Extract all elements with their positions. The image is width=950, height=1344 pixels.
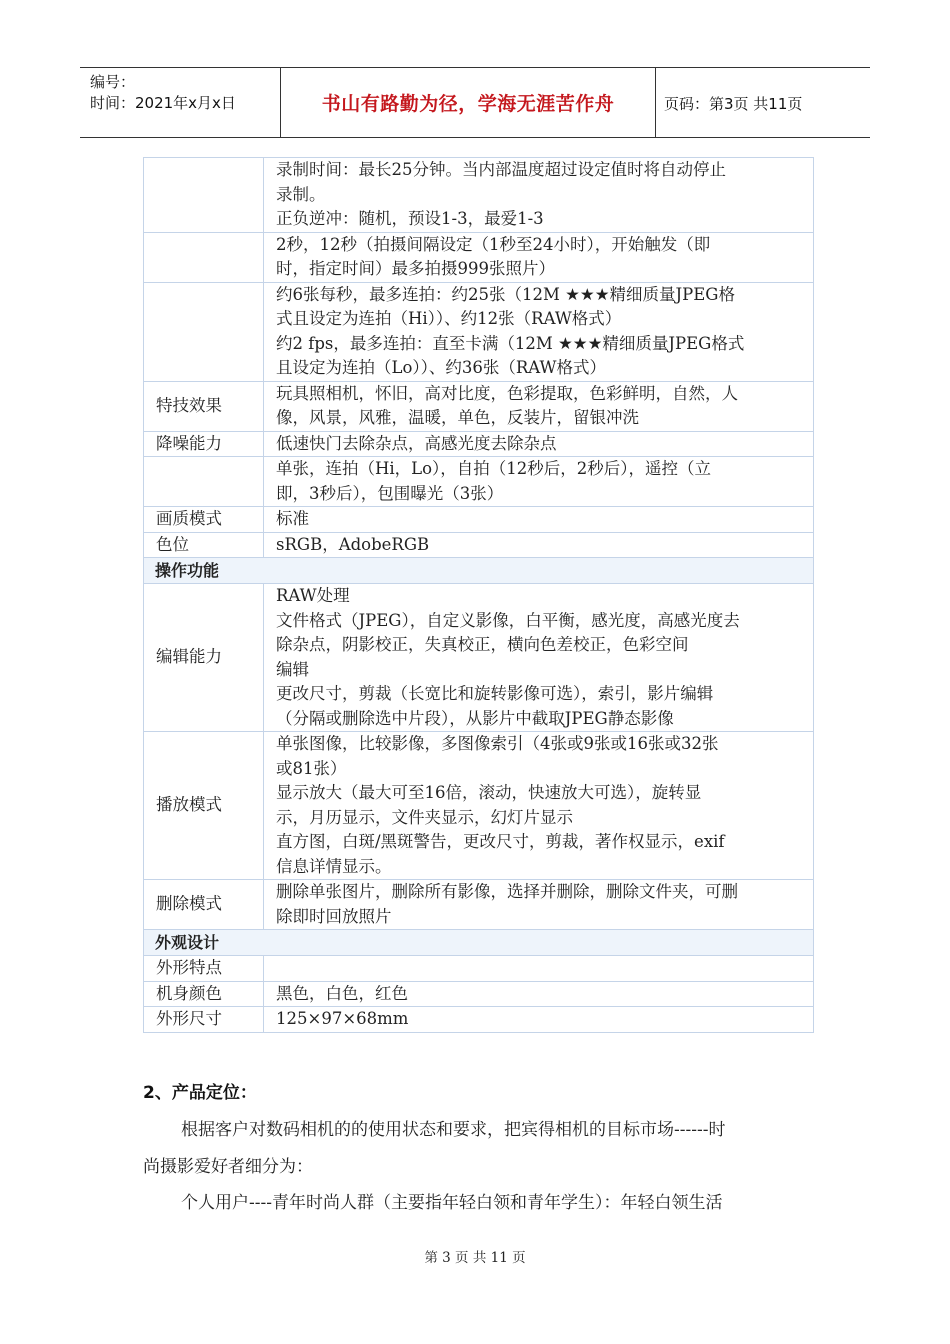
spec-value-line: 直方图，白斑/黑斑警告，更改尺寸，剪裁，著作权显示，exif [276, 832, 725, 851]
spec-value-line: （分隔或删除选中片段），从影片中截取JPEG静态影像 [276, 708, 674, 728]
spec-value-line: 玩具照相机，怀旧，高对比度，色彩提取，色彩鲜明，自然，人 [276, 383, 738, 403]
spec-value-line: 且设定为连拍（Lo））、约36张（RAW格式） [276, 358, 607, 377]
spec-value [264, 981, 814, 1007]
spec-value-line: 录制。 [276, 184, 326, 204]
spec-value-line: 单张图像，比较影像，多图像索引（4张或9张或16张或32张 [276, 734, 719, 753]
spec-value-line: 示，月历显示，文件夹显示，幻灯片显示 [276, 807, 573, 827]
header-motto: 书山有路勤为径，学海无涯苦作舟 [321, 93, 615, 115]
spec-value-line: 黑色，白色，红色 [276, 983, 408, 1003]
spec-value-line: 式且设定为连拍（Hi））、约12张（RAW格式） [276, 309, 622, 328]
document-date: 时间：2021年x月x日 [90, 94, 236, 112]
table-row [144, 381, 814, 431]
spec-value-line: 编辑 [276, 659, 309, 679]
spec-value-line: 或81张） [276, 758, 347, 778]
spec-value [264, 158, 814, 233]
spec-value-line: 除杂点，阴影校正，失真校正，横向色差校正，色彩空间 [276, 635, 689, 654]
spec-label [144, 457, 264, 507]
spec-value-line: 单张，连拍（Hi，Lo），自拍（12秒后，2秒后），遥控（立 [276, 459, 712, 478]
paragraph-line: 尚摄影爱好者细分为： [143, 1157, 313, 1177]
table-row [144, 507, 814, 533]
spec-table [143, 157, 814, 1033]
spec-value [264, 431, 814, 457]
spec-label: 播放模式 [144, 732, 264, 880]
spec-label: 编辑能力 [144, 584, 264, 732]
table-row [144, 431, 814, 457]
spec-value-line: 2秒，12秒（拍摄间隔设定（1秒至24小时），开始触发（即 [276, 234, 711, 254]
table-row [144, 158, 814, 233]
table-row [144, 282, 814, 381]
spec-value-line: 低速快门去除杂点，高感光度去除杂点 [276, 433, 557, 453]
header-divider [655, 68, 656, 137]
spec-value-line: sRGB，AdobeRGB [276, 534, 430, 554]
spec-value [264, 1007, 814, 1033]
spec-value [264, 532, 814, 558]
spec-value-line: 录制时间：最长25分钟。当内部温度超过设定值时将自动停止 [276, 160, 726, 179]
table-section-row [144, 930, 814, 956]
spec-value [264, 232, 814, 282]
table-row [144, 981, 814, 1007]
spec-value-line: 约2 fps，最多连拍：直至卡满（12M ★★★精细质量JPEG格式 [276, 333, 745, 353]
spec-value-line: 除即时回放照片 [276, 906, 392, 926]
spec-label: 外形尺寸 [144, 1007, 264, 1033]
spec-value [264, 282, 814, 381]
spec-value [264, 584, 814, 732]
page-header [80, 67, 870, 138]
spec-value-line: 文件格式（JPEG），自定义影像，白平衡，感光度，高感光度去 [276, 610, 740, 630]
table-row [144, 457, 814, 507]
spec-value-line: 信息详情显示。 [276, 856, 392, 876]
spec-label: 特技效果 [144, 381, 264, 431]
spec-label [144, 282, 264, 381]
header-meta [90, 72, 236, 114]
spec-value [264, 880, 814, 930]
table-section-row [144, 558, 814, 584]
spec-value [264, 732, 814, 880]
spec-value-line: 正负逆冲：随机，预设1-3，最爱1-3 [276, 209, 544, 228]
spec-label: 机身颜色 [144, 981, 264, 1007]
spec-value [264, 507, 814, 533]
spec-value-line: 时，指定时间）最多拍摄999张照片） [276, 259, 555, 278]
table-row [144, 584, 814, 732]
spec-value-line: 即，3秒后），包围曝光（3张） [276, 483, 504, 503]
section-title: 外观设计 [144, 930, 814, 956]
spec-value-line: 删除单张图片，删除所有影像，选择并删除，删除文件夹，可删 [276, 882, 738, 901]
table-row [144, 532, 814, 558]
spec-label: 色位 [144, 532, 264, 558]
table-row [144, 732, 814, 880]
section-heading: 2、产品定位： [143, 1083, 257, 1103]
spec-label: 画质模式 [144, 507, 264, 533]
spec-label: 降噪能力 [144, 431, 264, 457]
spec-value-line: 像，风景，风雅，温暖，单色，反装片，留银冲洗 [276, 408, 639, 427]
spec-value-line: 标准 [276, 509, 309, 528]
spec-label [144, 158, 264, 233]
header-page-info: 页码：第3页 共11页 [664, 95, 803, 113]
spec-value [264, 457, 814, 507]
page-footer: 第 3 页 共 11 页 [424, 1250, 526, 1266]
spec-value-line: 显示放大（最大可至16倍，滚动，快速放大可选），旋转显 [276, 783, 702, 802]
spec-label: 外形特点 [144, 956, 264, 982]
table-row [144, 1007, 814, 1033]
section-title: 操作功能 [144, 558, 814, 584]
paragraph-line: 根据客户对数码相机的的使用状态和要求，把宾得相机的目标市场------时 [181, 1120, 726, 1140]
spec-value [264, 381, 814, 431]
spec-value [264, 956, 814, 982]
spec-label: 删除模式 [144, 880, 264, 930]
table-row [144, 956, 814, 982]
spec-label [144, 232, 264, 282]
table-row [144, 232, 814, 282]
spec-value-line: 约6张每秒，最多连拍：约25张（12M ★★★精细质量JPEG格 [276, 284, 735, 304]
paragraph-line: 个人用户----青年时尚人群（主要指年轻白领和青年学生）：年轻白领生活 [181, 1193, 723, 1213]
table-row [144, 880, 814, 930]
spec-value-line: RAW处理 [276, 586, 350, 605]
spec-value-line: 125×97×68mm [276, 1009, 409, 1028]
spec-value-line: 更改尺寸，剪裁（长宽比和旋转影像可选），索引，影片编辑 [276, 684, 714, 703]
document-number-label: 编号： [90, 73, 136, 91]
